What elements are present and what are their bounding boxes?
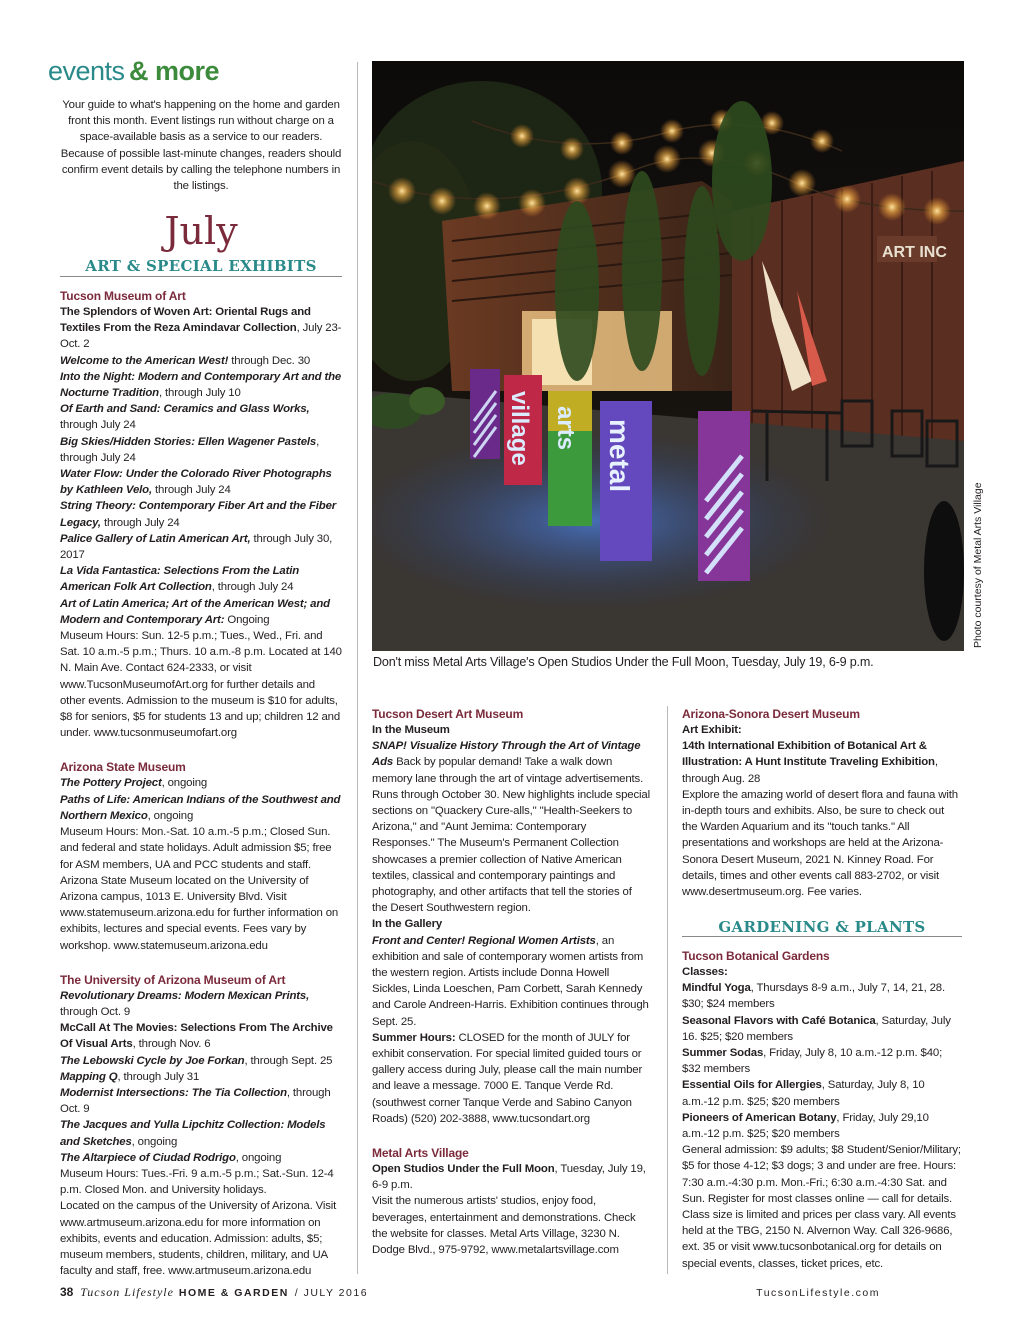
event-dates: , through July 10 [158, 387, 241, 400]
event-title: Front and Center! Regional Women Artists [372, 934, 596, 947]
event-title: String Theory: Contemporary Fiber Art and the Fiber Legacy, [60, 500, 337, 529]
sign-village: village [506, 391, 533, 466]
event-title: Summer Hours: [372, 1031, 456, 1044]
venue-mav: Metal Arts Village [372, 1146, 469, 1161]
section-art-heading: ART & SPECIAL EXHIBITS [85, 257, 317, 275]
venue-info: Visit the numerous artists' studios, enjoy food, beverages, entertainment and demonstrations. Check the website for classes. Metal Arts Village, 3230 N. Dodge Blvd., 975-9792, www.metalartsvillage.com [372, 1195, 636, 1257]
event-dates: , through Sept. 25 [244, 1054, 333, 1067]
event-dates: , through July 31 [117, 1070, 200, 1083]
event-description: Back by popular demand! Take a walk down memory lane through the art of vintage advertisements. Runs through October 30. New highlights include special sections on "Quackery Cure-alls," "Health-Seekers to Arizona," and "Aunt Jemima: Contemporary Responses." The Museum's Permanent Collection showcases a premier collection of Native American textiles, classical and contemporary paintings and photography, and other artifacts that tell the stories of the Desert Southwestern region. [372, 756, 650, 915]
event-dates: through July 30, 2017 [60, 532, 333, 562]
building-sign: ART INC [882, 244, 947, 261]
issue-date: JULY 2016 [303, 1287, 369, 1299]
class-details: , Saturday, July 16. $25; $20 members [682, 1014, 951, 1043]
event-title: Modernist Intersections: The Tia Collection [60, 1086, 287, 1099]
event-dates: through July 24 [151, 484, 231, 497]
event-dates: , Tuesday, July 19, 6-9 p.m. [372, 1163, 646, 1192]
class-details: , Friday, July 8, 10 a.m.-12 p.m. $40; $32 members [682, 1047, 943, 1076]
venue-info: General admission: $9 adults; $8 Student/Senior/Military; $5 for those 4-12; $3 dogs; 3 and under are free. Hours: 7:30 a.m.-4:30 p.m. Mon.-Fri.; 6:30 a.m.-4:30 Sat. and Sun. Register for most classes online — call for details. Class size is limited and prices per class vary. All events held at the TBG, 2150 N. Alvernon Way. Call 326-9686, ext. 35 or visit www.tucsonbotanical.org for details on special events, classes, ticket prices, etc. [682, 1144, 961, 1270]
event-dates: through July 24 [100, 516, 180, 529]
subheading: Art Exhibit: [682, 724, 742, 736]
event-title: 14th International Exhibition of Botanical Art & Illustration: A Hunt Institute Traveling Exhibition [682, 740, 935, 769]
event-dates: , through Nov. 6 [132, 1038, 211, 1051]
venue-asdm: Arizona-Sonora Desert Museum [682, 707, 860, 721]
class-details: , Friday, July 29,10 a.m.-12 p.m. $25; $20 members [682, 1111, 929, 1141]
event-dates: through July 24 [60, 419, 136, 432]
event-dates: , through Aug. 28 [682, 756, 938, 785]
event-dates: , ongoing [147, 809, 194, 822]
class-details: , Thursdays 8-9 a.m., July 7, 14, 21, 28. $30; $24 members [682, 982, 945, 1011]
subheading: In the Museum [372, 724, 450, 736]
event-title: SNAP! Visualize History Through the Art of Vintage Ads [372, 740, 641, 769]
venue-info: Museum Hours: Sun. 12-5 p.m.; Tues., Wed., Fri. and Sat. 10 a.m.-5 p.m.; Thurs. 10 a.m.-8 p.m. Located at 140 N. Main Ave. Contact 624-2333, or visit www.TucsonMuseumofArt.org for further details and other events. Admission to the museum is $10 for adults, $8 for seniors, $5 for students 13 and up; children 12 and under. www.tucsonmuseumofart.org [60, 630, 342, 740]
section-name: HOME & GARDEN [178, 1287, 289, 1299]
section-gardening-rule [682, 936, 962, 937]
event-dates: Ongoing [224, 613, 270, 626]
event-description: , an exhibition and sale of contemporary women artists from the western region. Artists include Donna Howell Sickles, Linda Loeschen, Pam Corbett, Sarah Kennedy and Carole Andreen-Harris. Exhibition continues through Sept. 25. [372, 934, 649, 1028]
event-title: McCall At The Movies: Selections From The Archive Of Visual Arts [60, 1022, 333, 1051]
venue-tdam: Tucson Desert Art Museum [372, 707, 524, 721]
event-title: Big Skies/Hidden Stories: Ellen Wagener Pastels [60, 435, 317, 448]
sign-arts: arts [552, 406, 579, 451]
event-dates: , ongoing [131, 1135, 178, 1148]
page-number: 38 [60, 1285, 74, 1299]
magazine-name: Tucson Lifestyle [80, 1285, 174, 1299]
events-word: events [48, 56, 125, 86]
photo-caption: Don't miss Metal Arts Village's Open Studios Under the Full Moon, Tuesday, July 19, 6-9 p.m. [373, 655, 874, 669]
event-title: Into the Night: Modern and Contemporary Art and the Nocturne Tradition [60, 370, 342, 400]
column-divider-right [667, 706, 668, 1274]
footer-separator: / [294, 1287, 298, 1299]
event-title: Welcome to the American West! [60, 354, 229, 367]
event-title: Open Studios Under the Full Moon [372, 1163, 555, 1176]
event-dates: , July 23-Oct. 2 [60, 322, 342, 351]
venue-uama: The University of Arizona Museum of Art [60, 972, 286, 987]
event-title: Paths of Life: American Indians of the Southwest and Northern Mexico [60, 793, 341, 822]
event-dates: through Dec. 30 [228, 354, 311, 367]
event-title: Water Flow: Under the Colorado River Photographs by Kathleen Velo, [60, 468, 332, 497]
venue-tma: Tucson Museum of Art [60, 289, 186, 303]
event-dates: , through July 24 [60, 435, 320, 464]
class-title: Pioneers of American Botany [682, 1111, 837, 1124]
section-gardening-heading: GARDENING & PLANTS [718, 918, 926, 936]
class-title: Essential Oils for Allergies [682, 1079, 822, 1092]
venue-asm: Arizona State Museum [60, 760, 186, 775]
event-title: The Altarpiece of Ciudad Rodrigo [60, 1151, 236, 1164]
event-title: La Vida Fantastica: Selections From the Latin American Folk Art Collection [60, 565, 300, 594]
event-title: Palice Gallery of Latin American Art, [60, 532, 251, 545]
event-title: Mapping Q [60, 1070, 118, 1083]
event-title: The Splendors of Woven Art: Oriental Rugs and Textiles From the Reza Amindavar Collection [60, 306, 311, 335]
footer-website[interactable]: TucsonLifestyle.com [756, 1287, 880, 1299]
event-dates: , ongoing [235, 1151, 282, 1164]
intro-text: Your guide to what's happening on the home and garden front this month. Event listings run without charge on a space-available basis as a service to our readers. Because of possible last-minute changes, readers should confirm event details by calling the telephone numbers in the listings. [60, 99, 342, 193]
class-title: Seasonal Flavors with Café Botanica [682, 1014, 876, 1027]
venue-info: Museum Hours: Tues.-Fri. 9 a.m.-5 p.m.; Sat.-Sun. 12-4 p.m. Closed Mon. and University holidays. [60, 1167, 334, 1197]
subheading: Classes: [682, 966, 728, 978]
class-title: Mindful Yoga [682, 982, 751, 995]
sign-metal: metal [604, 419, 635, 493]
venue-info: Located on the campus of the University of Arizona. Visit www.artmuseum.arizona.edu for more information on exhibits, events and education. Admission: adults, $5; museum members, students, children, military, and UA faculty and staff, free. www.artmuseum.arizona.edu [60, 1200, 337, 1278]
event-title: Revolutionary Dreams: Modern Mexican Prints, [60, 989, 310, 1002]
event-description: CLOSED for the month of JULY for exhibit conservation. For special limited guided tours or gallery access during July, please call the main number and leave a message. 7000 E. Tanque Verde Rd. (southwest corner Tanque Verde and Sabino Canyon Roads) (520) 202-3888, www.tucsondart.org [372, 1031, 643, 1125]
right-column-top [682, 706, 962, 900]
events-header [48, 56, 348, 92]
event-title: The Jacques and Yulla Lipchitz Collection: Models and Sketches [60, 1119, 326, 1148]
event-dates: , through July 24 [211, 581, 294, 594]
venue-tbg: Tucson Botanical Gardens [682, 949, 830, 963]
event-title: The Pottery Project [60, 777, 162, 790]
class-title: Summer Sodas [682, 1047, 764, 1060]
month-heading: July [164, 209, 238, 253]
more-word: & more [129, 56, 220, 86]
class-details: , Saturday, July 8, 10 a.m.-12 p.m. $25; $20 members [682, 1079, 925, 1108]
event-title: Of Earth and Sand: Ceramics and Glass Works, [60, 403, 310, 416]
venue-info: Museum Hours: Mon.-Sat. 10 a.m.-5 p.m.; Closed Sun. and federal and state holidays. Adult admission $5; free for ASM members, UA and PCC students and staff. Arizona State Museum located on the University of Arizona campus, 1013 E. University Blvd. Visit www.statemuseum.arizona.edu for further information on exhibits, lectures and special events. Fees vary by workshop. www.statemuseum.arizona.edu [60, 826, 339, 952]
section-art-rule [60, 276, 342, 277]
right-column-bottom [682, 948, 962, 1272]
column-divider-left [357, 62, 358, 1274]
footer-left [60, 1285, 368, 1300]
subheading: In the Gallery [372, 918, 443, 931]
event-title: The Lebowski Cycle by Joe Forkan [60, 1054, 245, 1067]
feature-photo [372, 61, 964, 651]
venue-info: Explore the amazing world of desert flora and fauna with in-depth tours and exhibits. Also, be sure to check out the Warden Aquarium and its "touch tanks." All presentations and workshops are held at the Arizona-Sonora Desert Museum, 2021 N. Kinney Road. For details, times and other events call 883-2702, or visit www.desertmuseum.org. Fee varies. [682, 788, 958, 899]
event-dates: , through Oct. 9 [60, 1086, 331, 1116]
left-column [60, 288, 342, 1279]
middle-column [372, 706, 650, 1258]
event-dates: through Oct. 9 [60, 1005, 131, 1018]
event-title: Art of Latin America; Art of the American West; and Modern and Contemporary Art: [60, 597, 330, 626]
event-dates: , ongoing [161, 777, 208, 790]
